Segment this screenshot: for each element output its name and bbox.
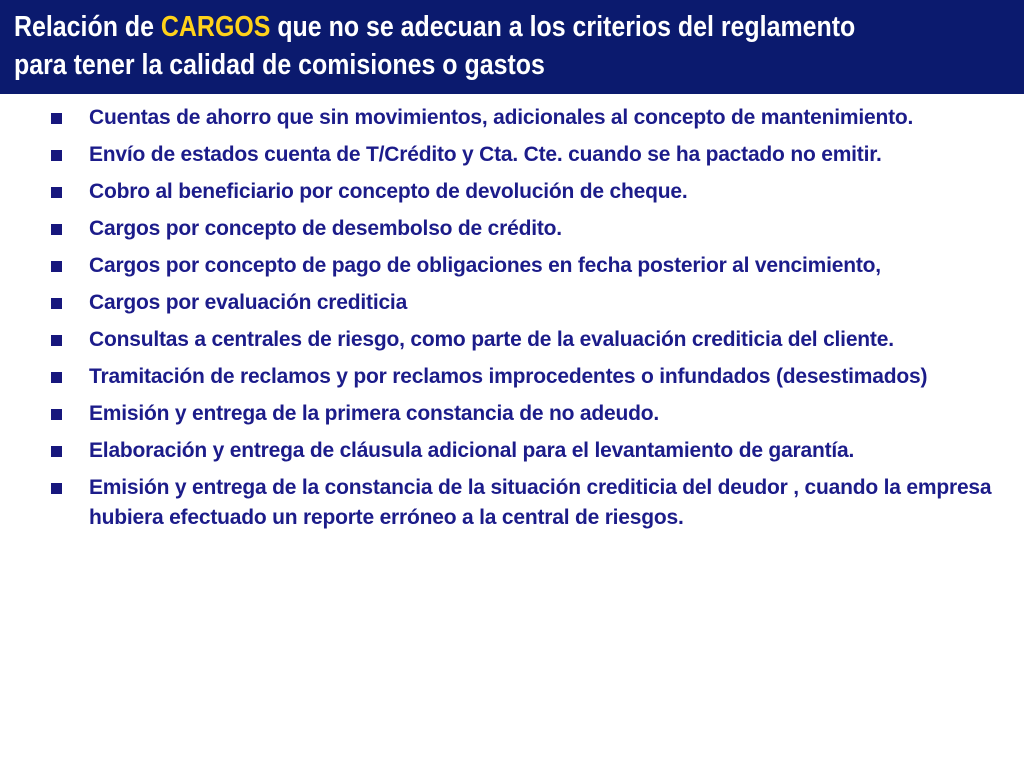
bullet-text: Cargos por concepto de pago de obligaciones en fecha posterior al vencimiento,	[89, 254, 881, 277]
bullet-item	[48, 436, 1008, 466]
bullet-text: Cuentas de ahorro que sin movimientos, adicionales al concepto de mantenimiento.	[89, 106, 914, 129]
bullet-text: Emisión y entrega de la constancia de la situación crediticia del deudor , cuando la empresa hubiera efectuado un reporte erróneo a la central de riesgos.	[89, 476, 992, 529]
square-bullet-icon	[51, 261, 62, 272]
bullet-text: Tramitación de reclamos y por reclamos improcedentes o infundados (desestimados)	[89, 365, 928, 388]
slide-title	[14, 8, 1003, 84]
bullet-text: Cobro al beneficiario por concepto de devolución de cheque.	[89, 180, 688, 203]
title-highlight: CARGOS	[160, 11, 271, 43]
bullet-text: Cargos por evaluación crediticia	[89, 291, 408, 314]
bullet-item	[48, 140, 1008, 170]
square-bullet-icon	[51, 187, 62, 198]
title-bar	[0, 0, 1024, 94]
bullet-item	[48, 103, 1008, 133]
bullet-item	[48, 473, 1008, 533]
bullet-item	[48, 177, 1008, 207]
bullet-text: Cargos por concepto de desembolso de crédito.	[89, 217, 562, 240]
square-bullet-icon	[51, 150, 62, 161]
bullet-item	[48, 214, 1008, 244]
square-bullet-icon	[51, 483, 62, 494]
bullet-list	[48, 103, 1008, 540]
square-bullet-icon	[51, 298, 62, 309]
bullet-text: Envío de estados cuenta de T/Crédito y Cta. Cte. cuando se ha pactado no emitir.	[89, 143, 882, 166]
square-bullet-icon	[51, 224, 62, 235]
bullet-item	[48, 362, 1008, 392]
square-bullet-icon	[51, 409, 62, 420]
square-bullet-icon	[51, 372, 62, 383]
title-line-2: para tener la calidad de comisiones o gastos	[14, 49, 545, 81]
title-text-end: que no se adecuan a los criterios del reglamento	[270, 11, 856, 43]
square-bullet-icon	[51, 335, 62, 346]
bullet-item	[48, 251, 1008, 281]
title-text-start: Relación de	[14, 11, 161, 43]
bullet-text: Elaboración y entrega de cláusula adicional para el levantamiento de garantía.	[89, 439, 855, 462]
square-bullet-icon	[51, 446, 62, 457]
bullet-text: Emisión y entrega de la primera constancia de no adeudo.	[89, 402, 659, 425]
bullet-text: Consultas a centrales de riesgo, como parte de la evaluación crediticia del cliente.	[89, 328, 894, 351]
square-bullet-icon	[51, 113, 62, 124]
bullet-item	[48, 399, 1008, 429]
bullet-item	[48, 288, 1008, 318]
bullet-item	[48, 325, 1008, 355]
